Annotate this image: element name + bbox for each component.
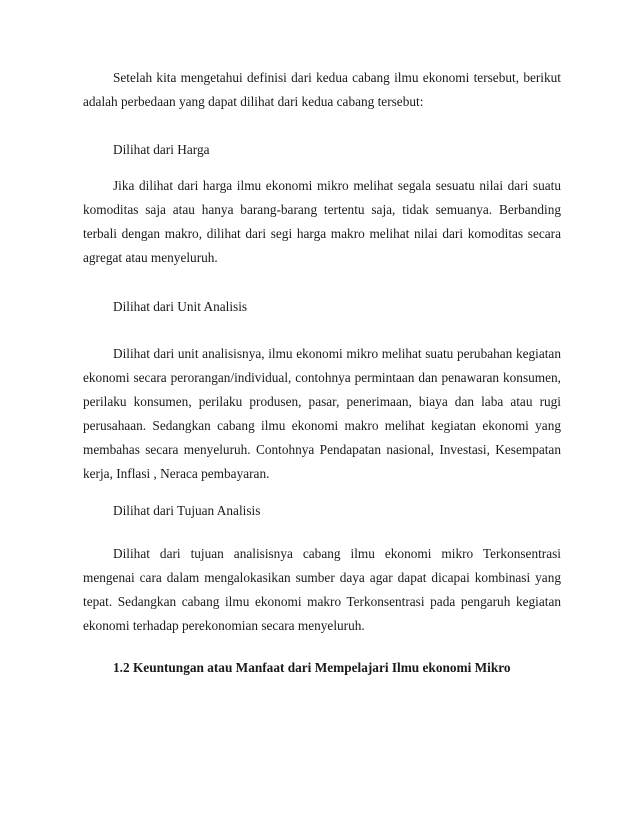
heading-tujuan-analisis: Dilihat dari Tujuan Analisis — [113, 503, 261, 518]
heading-unit-analisis: Dilihat dari Unit Analisis — [113, 299, 248, 314]
paragraph-harga: Jika dilihat dari harga ilmu ekonomi mikro melihat segala sesuatu nilai dari suatu komoditas saja atau hanya barang-barang tertentu saja, tidak semuanya. Berbanding terbali dengan makro, dilihat dari segi harga makro melihat nilai dari komoditas secara agregat atau menyeluruh. — [83, 178, 561, 265]
intro-paragraph: Setelah kita mengetahui definisi dari kedua cabang ilmu ekonomi tersebut, berikut adalah perbedaan yang dapat dilihat dari kedua cabang tersebut: — [83, 70, 561, 109]
section-title: 1.2 Keuntungan atau Manfaat dari Mempelajari Ilmu ekonomi Mikro — [113, 660, 511, 675]
paragraph-tujuan-analisis: Dilihat dari tujuan analisisnya cabang ilmu ekonomi mikro Terkonsentrasi mengenai cara dalam mengalokasikan sumber daya agar dapat dicapai kombinasi yang tepat. Sedangkan cabang ilmu ekonomi makro Terkonsentrasi pada pengaruh kegiatan ekonomi terhadap perekonomian secara menyeluruh. — [83, 546, 561, 633]
heading-harga: Dilihat dari Harga — [113, 142, 210, 157]
paragraph-unit-analisis: Dilihat dari unit analisisnya, ilmu ekonomi mikro melihat suatu perubahan kegiatan ekonomi secara perorangan/individual, contohnya permintaan dan penawaran konsumen, perilaku konsumen, perilaku produsen, pasar, penerimaan, biaya dan laba atau rugi perusahaan. Sedangkan cabang ilmu ekonomi makro melihat kegiatan ekonomi yang membahas secara menyeluruh. Contohnya Pendapatan nasional, Investasi, Kesempatan kerja, Inflasi , Neraca pembayaran. — [83, 346, 561, 481]
